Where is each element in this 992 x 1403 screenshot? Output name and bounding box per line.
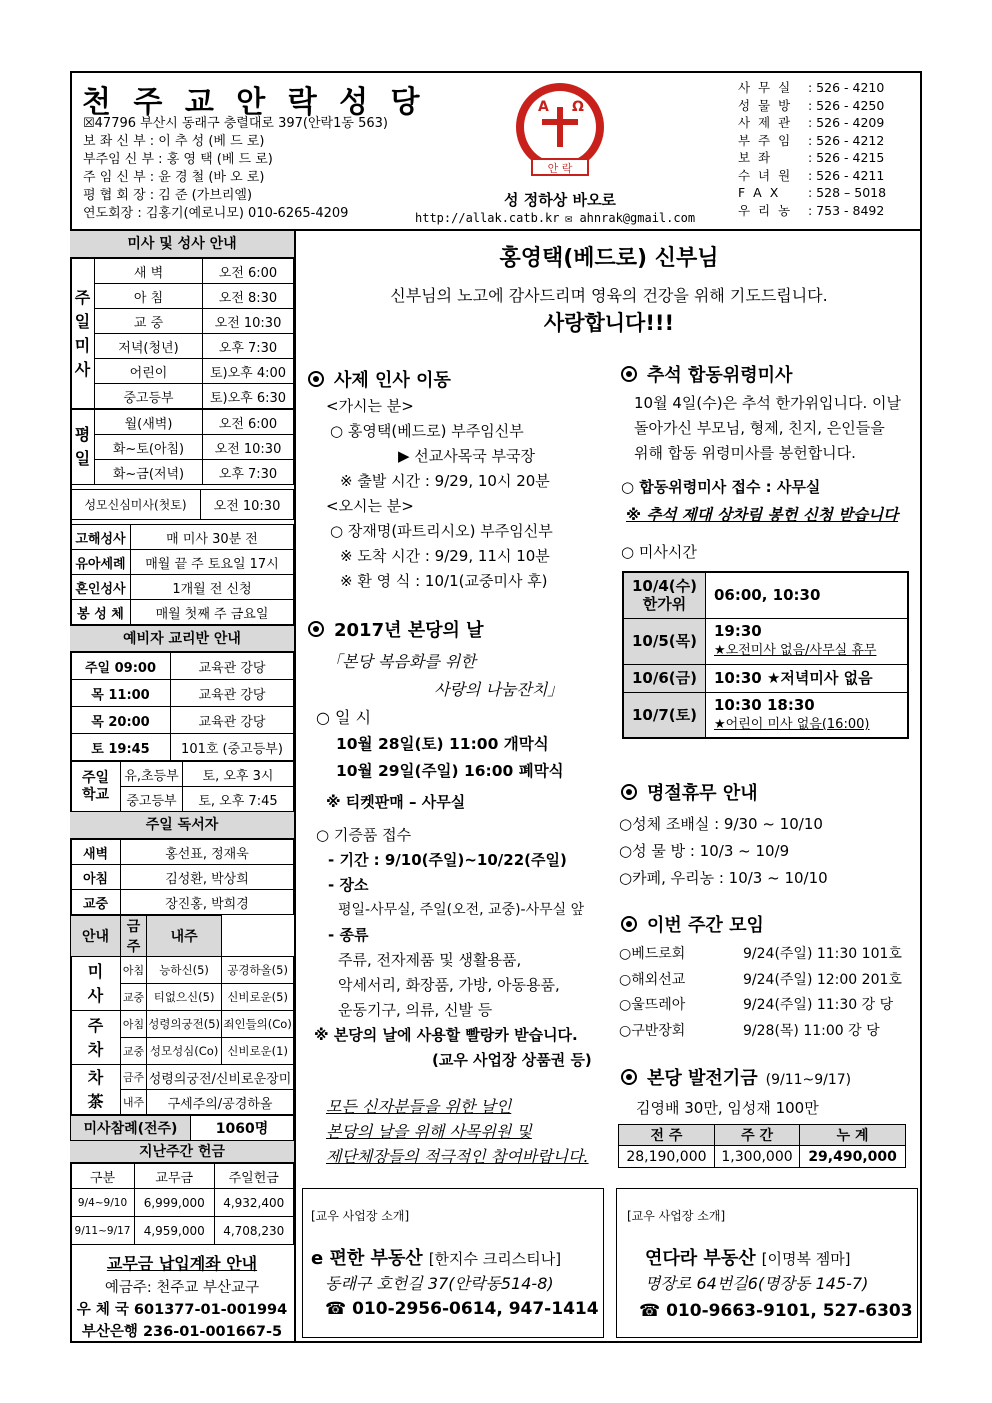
chuseok-registration: ○ 합동위령미사 접수 : 사무실: [621, 478, 821, 496]
transfer-line: ○ 홍영택(베드로) 부주임신부: [330, 422, 524, 440]
table-cell: 오전 8:30: [203, 284, 294, 309]
table-row: [623, 618, 908, 664]
meeting-name: ○베드로회: [619, 946, 686, 962]
table-cell: 유,초등부: [121, 762, 183, 787]
fund-table: [618, 1124, 906, 1168]
table-row: [71, 1065, 294, 1090]
table-cell: 토 19:45: [71, 734, 171, 761]
table-cell: 주일 09:00: [71, 653, 171, 680]
email-link[interactable]: [565, 211, 695, 225]
table-cell: 교중: [121, 1038, 147, 1065]
table-cell: 9/11~9/17: [71, 1217, 135, 1245]
phone-label: 부 주 임: [738, 132, 793, 148]
table-cell: 토)오후 6:30: [203, 384, 294, 409]
chuseok-note: ※ 추석 제대 상차림 봉헌 신청 받습니다: [626, 506, 899, 524]
table-head-cell: 구분: [71, 1164, 135, 1189]
phone-number: : 753 - 8492: [808, 202, 885, 218]
table-row: [71, 284, 294, 309]
table-cell: 공경하올(5): [222, 957, 294, 984]
meeting-row: [619, 968, 919, 994]
table-cell: 오전 6:00: [203, 410, 294, 435]
phone-row: [738, 79, 886, 97]
phone-directory: [738, 79, 886, 219]
header: [70, 71, 922, 231]
patron-saint: 성 정하상 바오로: [504, 191, 616, 209]
meeting-time: 9/24(주일) 11:30 101호: [743, 946, 902, 962]
donation-line: ※ 본당의 날에 사용할 빨랑카 받습니다.: [314, 1026, 578, 1044]
appeal-line: 제단체장들의 적극적인 참여바랍니다.: [326, 1147, 589, 1166]
table-cell: 매월 첫째 주 금요일: [131, 600, 294, 625]
table-row: [71, 680, 294, 707]
table-cell: 매월 끝 주 토요일 17시: [131, 550, 294, 575]
table-row: [71, 734, 294, 761]
transfer-details: [326, 394, 616, 594]
bullet-icon: [308, 621, 324, 637]
donation-line: 평일-사무실, 주일(오전, 교중)-사무실 앞: [338, 902, 585, 918]
table-row: [71, 575, 294, 600]
phone-label: 성 물 방: [738, 97, 793, 113]
transfer-line: ○ 장재명(파트리시오) 부주임신부: [330, 522, 553, 540]
appeal: [326, 1094, 589, 1169]
fund-value: 29,490,000: [800, 1146, 906, 1168]
table-cell: 토, 오후 7:45: [183, 787, 294, 812]
priest-line: 평 협 회 장 : 김 준 (가브리엘): [83, 188, 253, 203]
table-head-cell: 금주: [121, 916, 147, 957]
catechumen-title: 예비자 교리반 안내: [70, 625, 294, 652]
meeting-time: 9/24(주일) 11:30 강 당: [743, 997, 894, 1013]
table-cell: 매 미사 30분 전: [131, 525, 294, 550]
table-cell: 성령의궁전/신비로운장미: [147, 1065, 294, 1090]
phone-label: F A X: [738, 185, 781, 200]
table-cell: 저녁(청년): [95, 334, 203, 359]
table-row: [71, 309, 294, 334]
parish-day-title-text: 2017년 본당의 날: [334, 620, 484, 641]
table-cell: 중고등부: [121, 787, 183, 812]
table-cell: 오전 10:30: [203, 309, 294, 334]
parish-day-title: [308, 616, 484, 642]
group-label: 평 일: [71, 410, 95, 485]
table-cell: 오전 6:00: [203, 259, 294, 284]
mass-note: ★오전미사 없음/사무실 휴무: [714, 643, 877, 658]
left-column: [70, 231, 296, 1343]
meeting-name: ○울뜨레아: [619, 997, 686, 1013]
meetings-title-text: 이번 주간 모임: [647, 915, 764, 936]
table-head-cell: 교무금: [135, 1164, 215, 1189]
business-tag: [교우 사업장 소개]: [627, 1209, 726, 1223]
attendance-table: [70, 1115, 294, 1141]
table-cell: 유아세례: [71, 550, 131, 575]
table-cell: 화~토(아침): [95, 435, 203, 460]
table-cell: 아침: [121, 1011, 147, 1038]
table-cell: 구세주의/공경하올: [147, 1090, 294, 1115]
meeting-time: 9/28(목) 11:00 강 당: [743, 1022, 880, 1039]
donation-line: 악세서리, 화장품, 가방, 아동용품,: [338, 976, 560, 994]
business-address: 동래구 호헌길 37(안락동514-8): [325, 1274, 554, 1293]
table-row: [71, 435, 294, 460]
mass-time: 10:30 18:30 ★어린이 미사 없음(16:00): [706, 692, 909, 738]
weekday-mass-table: [70, 409, 294, 485]
bullet-icon: [621, 916, 637, 932]
email-text: ahnrak@gmail.com: [579, 211, 696, 225]
chuseok-line: 돌아가신 부모님, 형제, 친지, 은인들을: [634, 419, 885, 437]
table-row: [71, 525, 294, 550]
table-cell: 어린이: [95, 359, 203, 384]
table-head-cell: 내주: [147, 916, 222, 957]
table-cell: 내주: [121, 1090, 147, 1115]
fund-period: (9/11~9/17): [765, 1072, 852, 1088]
mass-date: 10/5(목): [623, 618, 706, 664]
bullet-icon: [621, 366, 637, 382]
holiday-mass-table: [622, 571, 909, 739]
donation-line: 주류, 전자제품 및 생활용품,: [338, 951, 522, 969]
mass-time: 19:30 ★오전미사 없음/사무실 휴무: [706, 618, 909, 664]
table-row: [71, 460, 294, 485]
donation-line: - 장소: [328, 876, 369, 894]
heart-mass-table: [70, 489, 294, 520]
sunday-mass-table: [70, 258, 294, 409]
table-row: [71, 384, 294, 409]
donation-label: ○ 기증품 접수: [316, 826, 412, 844]
donation-details: [314, 848, 618, 1073]
table-cell: 성령의궁전(5): [147, 1011, 222, 1038]
table-cell: 4,959,000: [135, 1217, 215, 1245]
holiday-closure-list: [619, 811, 828, 892]
table-cell: 1개월 전 신청: [131, 575, 294, 600]
bullet-icon: [308, 371, 324, 387]
table-row: [71, 600, 294, 625]
mass-time-label: ○ 미사시간: [621, 543, 697, 561]
fund-title: [621, 1064, 851, 1090]
parish-day-sub2: 사랑의 나눔잔치」: [434, 680, 564, 699]
offering-table: [70, 1163, 294, 1245]
table-cell: 목 11:00: [71, 680, 171, 707]
table-cell: 성모성심(Co): [147, 1038, 222, 1065]
meeting-name: ○해외선교: [619, 971, 686, 988]
table-cell: 4,932,400: [214, 1189, 294, 1217]
holiday-line: ○성 물 방 : 10/3 ~ 10/9: [619, 842, 790, 860]
phone-label: 우 리 농: [738, 202, 793, 218]
table-cell: 4,708,230: [214, 1217, 294, 1245]
appeal-line: 모든 신자분들을 위한 날인: [326, 1097, 512, 1116]
table-cell: 신비로운(5): [222, 984, 294, 1011]
account-title: 교무금 납입계좌 안내: [106, 1254, 258, 1273]
business-address: 명장로 64번길6(명장동 145-7): [645, 1274, 869, 1293]
business-ad-1: [302, 1188, 604, 1338]
phone-label: 사 제 관: [738, 115, 793, 130]
transfer-line: <오시는 분>: [326, 497, 414, 515]
catechumen-table: [70, 652, 294, 761]
table-cell: 오후 7:30: [203, 334, 294, 359]
phone-number: : 526 - 4211: [808, 167, 885, 183]
offering-title: 지난주간 헌금: [70, 1141, 294, 1163]
mass-time: 10:30 ★저녁미사 없음: [706, 664, 909, 692]
business-phone: ☎ 010-2956-0614, 947-1414: [325, 1299, 599, 1319]
thanks-message: 신부님의 노고에 감사드리며 영육의 건강을 위해 기도드립니다.: [390, 286, 828, 305]
table-row: [71, 259, 294, 284]
table-row: [71, 1217, 294, 1245]
mass-date: 10/7(토): [623, 692, 706, 738]
table-cell: 교중: [71, 890, 121, 915]
transfer-title: [308, 366, 451, 392]
heart-mass-time: 오전 10:30: [201, 490, 294, 520]
phone-number: : 526 - 4212: [808, 132, 885, 148]
phone-number: : 526 - 4209: [808, 115, 885, 130]
table-cell: 토)오후 4:00: [203, 359, 294, 384]
business-owner: [한지수 크리스티나]: [428, 1250, 562, 1268]
parish-day-line: 10월 29일(주일) 16:00 폐막식: [336, 762, 564, 780]
phone-row: [738, 184, 886, 202]
group-label: 주일 학교: [71, 762, 121, 812]
transfer-line: ※ 출발 시간 : 9/29, 10시 20분: [340, 472, 550, 490]
table-head-cell: 안내: [71, 916, 121, 957]
group-label: 주 차: [71, 1011, 121, 1065]
parish-day-sub1: 「본당 복음화를 위한: [326, 652, 476, 671]
business-name: e 편한 부동산: [311, 1248, 423, 1269]
table-row: [71, 762, 294, 787]
address: ☒47796 부산시 동래구 충렬대로 397(안락1동 563): [83, 116, 388, 131]
table-row: [71, 359, 294, 384]
account-line: 부산은행 236-01-001667-5: [81, 1324, 283, 1340]
table-cell: 능하신(5): [147, 957, 222, 984]
table-cell: 봉 성 체: [71, 600, 131, 625]
table-row: [623, 692, 908, 738]
svg-text:Ω: Ω: [572, 99, 584, 115]
table-row: [71, 550, 294, 575]
phone-label: 사 무 실: [738, 80, 793, 95]
bullet-icon: [621, 784, 637, 800]
parish-day-when: [336, 731, 564, 785]
phone-number: : 526 - 4210: [808, 80, 885, 95]
mass-schedule-title: 미사 및 성사 안내: [70, 231, 294, 258]
table-cell: 아침: [121, 957, 147, 984]
table-cell: 죄인들의(Co): [222, 1011, 294, 1038]
table-row: [71, 840, 294, 865]
chuseok-line: 10월 4일(수)은 추석 한가위입니다. 이날: [634, 394, 902, 412]
parish-logo-icon: [510, 77, 610, 187]
table-cell: 금주: [121, 1065, 147, 1090]
fund-value: 1,300,000: [714, 1146, 799, 1168]
table-cell: 새벽: [71, 840, 121, 865]
mass-time: 06:00, 10:30: [706, 572, 909, 618]
attendance-label: 미사참례(전주): [71, 1116, 191, 1141]
table-cell: 아침: [71, 865, 121, 890]
guide-table: [70, 915, 294, 1115]
table-row: [71, 890, 294, 915]
meeting-row: [619, 993, 919, 1019]
phone-row: [738, 97, 886, 115]
meetings-title: [621, 911, 764, 937]
meeting-time: 9/24(주일) 12:00 201호: [743, 971, 902, 988]
account-line: 우 체 국 601377-01-001994: [76, 1302, 288, 1318]
holiday-closure-title: [621, 779, 758, 805]
priest-line: 연도회장 : 김홍기(예로니모) 010-6265-4209: [83, 206, 349, 221]
table-cell: 오후 7:30: [203, 460, 294, 485]
transfer-line: ※ 도착 시간 : 9/29, 11시 10분: [340, 547, 550, 565]
table-header-row: [71, 1164, 294, 1189]
transfer-title-text: 사제 인사 이동: [334, 370, 451, 391]
table-cell: 교 중: [95, 309, 203, 334]
fund-value: 28,190,000: [619, 1146, 715, 1168]
sunday-school-table: [70, 761, 294, 812]
group-label: 미 사: [71, 957, 121, 1011]
mass-date: 10/4(수) 한가위: [623, 572, 706, 618]
table-cell: 9/4~9/10: [71, 1189, 135, 1217]
holiday-title-text: 명절휴무 안내: [647, 783, 758, 804]
table-cell: 중고등부: [95, 384, 203, 409]
phone-row: [738, 167, 886, 185]
meeting-row: [619, 942, 919, 968]
priest-line: 부주임 신 부 : 홍 영 택 (베 드 로): [83, 152, 273, 167]
table-row: [623, 572, 908, 618]
phone-number: : 528 – 5018: [808, 185, 887, 200]
fund-head: 누 계: [800, 1125, 906, 1146]
mail-icon: ✉: [565, 211, 580, 225]
table-cell: 6,999,000: [135, 1189, 215, 1217]
fund-head: 주 간: [714, 1125, 799, 1146]
priest-line: 보 좌 신 부 : 이 추 성 (베 드 로): [83, 134, 265, 149]
table-cell: 교중: [121, 984, 147, 1011]
fund-title-text: 본당 발전기금: [647, 1068, 758, 1089]
table-cell: 새 벽: [95, 259, 203, 284]
phone-row: [738, 149, 886, 167]
table-header-row: [71, 916, 294, 957]
priest-line: 주 임 신 부 : 윤 경 철 (바 오 로): [83, 170, 265, 185]
headline: 홍영택(베드로) 신부님: [499, 246, 719, 271]
phone-label: 수 녀 원: [738, 167, 793, 183]
table-cell: 신비로운(1): [222, 1038, 294, 1065]
table-cell: 아 침: [95, 284, 203, 309]
transfer-line: <가시는 분>: [326, 397, 414, 415]
table-row: [623, 664, 908, 692]
table-cell: 티없으신(5): [147, 984, 222, 1011]
table-row: [71, 410, 294, 435]
phone-number: : 526 - 4250: [808, 97, 885, 113]
table-row: [71, 957, 294, 984]
table-cell: 교육관 강당: [171, 653, 294, 680]
table-cell: 목 20:00: [71, 707, 171, 734]
chuseok-line: 위해 합동 위령미사를 봉헌합니다.: [634, 444, 856, 462]
mass-note: ★어린이 미사 없음(16:00): [714, 716, 870, 732]
transfer-line: ※ 환 영 식 : 10/1(교중미사 후): [340, 572, 548, 590]
donation-line: - 기간 : 9/10(주일)~10/22(주일): [328, 851, 567, 869]
fund-head: 전 주: [619, 1125, 715, 1146]
table-cell: 홍선표, 정재욱: [121, 840, 294, 865]
ticket-note: ※ 티켓판매 – 사무실: [326, 793, 466, 811]
table-cell: 김성환, 박상희: [121, 865, 294, 890]
business-ad-2: [616, 1188, 918, 1338]
chuseok-title-text: 추석 합동위령미사: [647, 365, 793, 386]
holiday-line: ○성체 조배실 : 9/30 ~ 10/10: [619, 815, 823, 833]
table-row: [71, 707, 294, 734]
phone-row: [738, 132, 886, 150]
priest-list: [83, 133, 348, 223]
donation-line: 운동기구, 의류, 신발 등: [338, 1001, 493, 1019]
website-link[interactable]: http://allak.catb.kr: [415, 211, 560, 225]
logo-text: 안 락: [547, 162, 573, 175]
meeting-row: [619, 1019, 919, 1045]
table-cell: 월(새벽): [95, 410, 203, 435]
bullet-icon: [621, 1069, 637, 1085]
meetings-list: [619, 942, 919, 1044]
table-head-cell: 주일헌금: [214, 1164, 294, 1189]
love-message: 사랑합니다!!!: [543, 311, 675, 335]
phone-row: [738, 202, 886, 220]
parish-day-when-label: ○ 일 시: [316, 708, 372, 727]
table-cell: 교육관 강당: [171, 680, 294, 707]
appeal-line: 본당의 날을 위해 사목위원 및: [326, 1122, 532, 1141]
table-row: [71, 865, 294, 890]
mass-date: 10/6(금): [623, 664, 706, 692]
phone-row: [738, 114, 886, 132]
table-cell: 장진홍, 박희경: [121, 890, 294, 915]
table-row: [71, 334, 294, 359]
group-label: 주 일 미 사: [71, 259, 95, 409]
table-cell: 교육관 강당: [171, 707, 294, 734]
account-line: 예금주: 천주교 부산교구: [104, 1280, 260, 1296]
parish-title: 천 주 교 안 락 성 당: [82, 85, 426, 120]
fund-names: 김영배 30만, 임성재 100만: [636, 1099, 819, 1117]
sacrament-table: [70, 524, 294, 625]
table-cell: 토, 오후 3시: [183, 762, 294, 787]
table-cell: 오전 10:30: [203, 435, 294, 460]
readers-title: 주일 독서자: [70, 812, 294, 839]
main-content: [296, 231, 922, 1343]
table-cell: 고해성사: [71, 525, 131, 550]
table-row: [71, 653, 294, 680]
heart-mass-label: 성모신심미사(첫토): [71, 490, 201, 520]
chuseok-title: [621, 361, 792, 387]
chuseok-details: [634, 391, 919, 466]
phone-number: : 526 - 4215: [808, 150, 885, 165]
svg-text:A: A: [538, 99, 549, 115]
phone-label: 보 좌: [738, 150, 773, 165]
group-label: 차 茶: [71, 1065, 121, 1115]
business-owner: [이명복 젬마]: [761, 1250, 851, 1268]
table-row: [71, 1011, 294, 1038]
readers-table: [70, 839, 294, 915]
business-phone: ☎ 010-9663-9101, 527-6303: [639, 1301, 913, 1321]
meeting-name: ○구반장회: [619, 1022, 686, 1039]
donation-line: - 종류: [328, 926, 369, 944]
parish-day-line: 10월 28일(토) 11:00 개막식: [336, 735, 549, 753]
table-row: [71, 1189, 294, 1217]
table-cell: 혼인성사: [71, 575, 131, 600]
holiday-line: ○카페, 우리농 : 10/3 ~ 10/10: [619, 869, 828, 887]
business-tag: [교우 사업장 소개]: [311, 1209, 410, 1223]
business-name: 연다라 부동산: [645, 1248, 756, 1269]
transfer-line: ▶ 선교사목국 부국장: [398, 447, 535, 465]
donation-line: (교우 사업장 상품권 등): [432, 1051, 592, 1069]
table-cell: 화~금(저녁): [95, 460, 203, 485]
table-cell: 101호 (중고등부): [171, 734, 294, 761]
attendance-value: 1060명: [191, 1116, 294, 1141]
